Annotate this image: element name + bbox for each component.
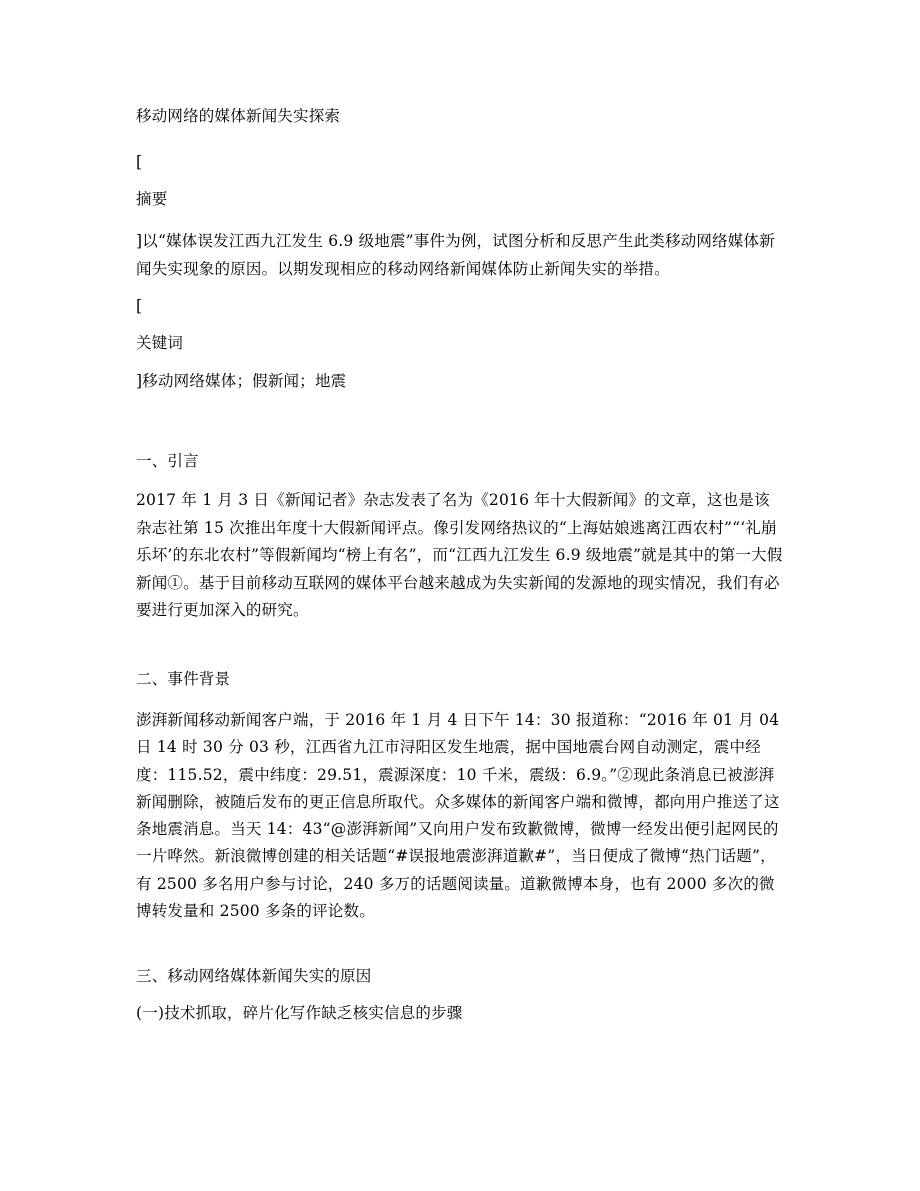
- keywords-text: ]移动网络媒体；假新闻；地震: [136, 372, 347, 390]
- document-title: 移动网络的媒体新闻失实探索: [136, 107, 341, 125]
- section-heading: 三、移动网络媒体新闻失实的原因: [136, 967, 372, 985]
- abstract-label: 摘要: [136, 190, 168, 208]
- subsection-heading: (一)技术抓取，碎片化写作缺乏核实信息的步骤: [136, 1004, 463, 1022]
- bracket-marker: [: [136, 297, 143, 315]
- abstract-text: ]以“媒体误发江西九江发生 6.9 级地震”事件为例，试图分析和反思产生此类移动网络媒体新闻失实现象的原因。以期发现相应的移动网络新闻媒体防止新闻失实的举措。: [136, 232, 775, 278]
- section-paragraph: 2017 年 1 月 3 日《新闻记者》杂志发表了名为《2016 年十大假新闻》的文章，这也是该杂志社第 15 次推出年度十大假新闻评点。像引发网络热议的“上海姑娘逃离江西农村”“‘礼崩乐坏’的东北农村”等假新闻均“榜上有名”，而“江西九江发生 6.9 级地震”就是其中的第一大假新闻①。基于目前移动互联网的媒体平台越来越成为失实新闻的发源地的现实情况，我们有必要进行更加深入的研究。: [136, 491, 783, 619]
- keywords-label: 关键词: [136, 334, 184, 352]
- section-paragraph: 澎湃新闻移动新闻客户端，于 2016 年 1 月 4 日下午 14：30 报道称：“2016 年 01 月 04 日 14 时 30 分 03 秒，江西省九江市浔阳区发生地震，据中国地震台网自动测定，震中经度：115.52，震中纬度：29.51，震源深度：10 千米，震级：6.9。”②现此条消息已被澎湃新闻删除，被随后发布的更正信息所取代。众多媒体的新闻客户端和微博，都向用户推送了这条地震消息。当天 14：43“@澎湃新闻”又向用户发布致歉微博，微博一经发出便引起网民的一片哗然。新浪微博创建的相关话题“#误报地震澎湃道歉#”，当日便成了微博“热门话题”，有 2500 多名用户参与讨论，240 多万的话题阅读量。道歉微博本身，也有 2000 多次的微博转发量和 2500 多条的评论数。: [136, 711, 780, 921]
- section-heading: 一、引言: [136, 452, 199, 470]
- bracket-marker: [: [136, 153, 143, 171]
- section-heading: 二、事件背景: [136, 670, 231, 688]
